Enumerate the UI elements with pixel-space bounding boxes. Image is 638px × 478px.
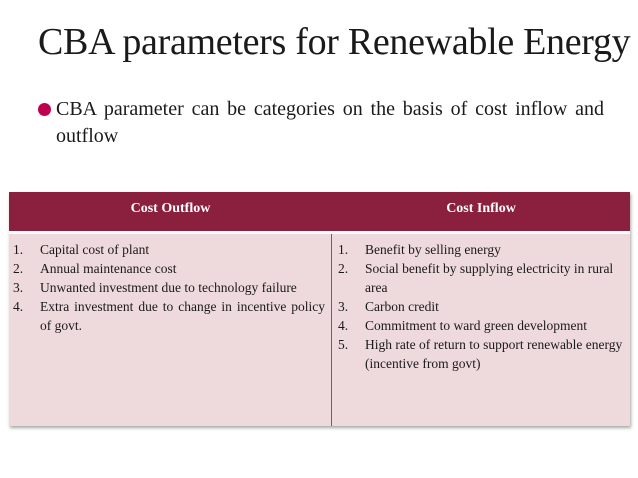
list-item-text: High rate of return to support renewable energy (incentive from govt) [365,337,623,371]
list-item-number: 1. [338,242,349,257]
list-item [338,316,626,335]
list-item-number: 2. [13,261,24,276]
list-item-text: Social benefit by supplying electricity in rural area [365,261,614,295]
list-item-text: Capital cost of plant [40,242,150,257]
header-cost-inflow: Cost Inflow [446,200,516,216]
list-item [13,240,325,259]
inflow-list [338,240,626,373]
list-item [338,240,626,259]
table-header-row [9,192,630,234]
bullet-dot-icon [38,103,51,116]
inflow-cell [332,234,630,426]
list-item [13,278,325,297]
cba-table [9,192,630,426]
list-item-text: Carbon credit [365,299,439,314]
list-item-text: Benefit by selling energy [365,242,501,257]
list-item [338,335,626,373]
header-cost-outflow: Cost Outflow [130,200,211,216]
list-item-number: 1. [13,242,24,257]
list-item [338,297,626,316]
outflow-cell [9,234,332,426]
list-item-number: 5. [338,337,349,352]
list-item-text: Commitment to ward green development [365,318,587,333]
list-item-number: 4. [13,299,24,314]
slide-title: CBA parameters for Renewable Energy [38,21,631,63]
list-item-number: 2. [338,261,349,276]
list-item-number: 4. [338,318,349,333]
list-item [338,259,626,297]
table-body-row [9,234,630,426]
bullet-point [38,96,604,150]
list-item-text: Annual maintenance cost [40,261,177,276]
list-item [13,259,325,278]
bullet-text: CBA parameter can be categories on the basis of cost inflow and outflow [56,98,604,147]
list-item-number: 3. [13,280,24,295]
list-item-text: Unwanted investment due to technology failure [40,280,297,295]
list-item-text: Extra investment due to change in incentive policy of govt. [40,299,325,333]
outflow-list [13,240,325,335]
list-item [13,297,325,335]
list-item-number: 3. [338,299,349,314]
